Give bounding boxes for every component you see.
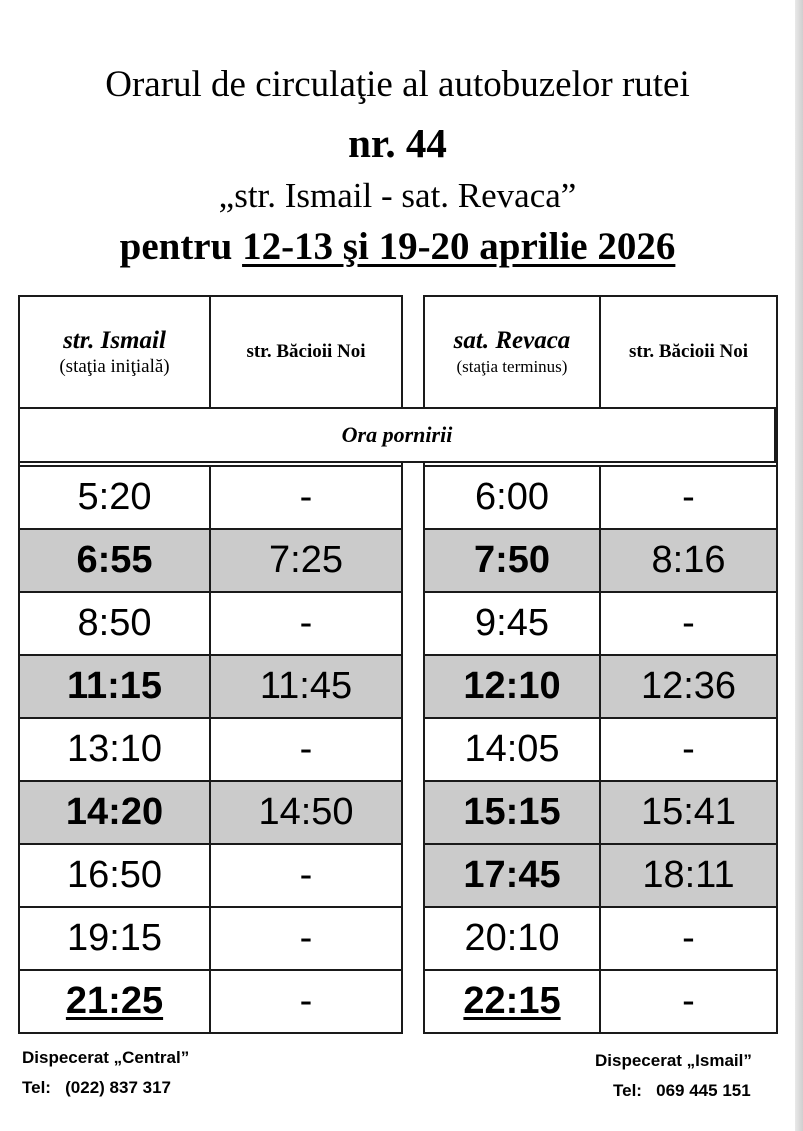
table-row xyxy=(19,907,402,970)
right-time-revaca: 15:15 xyxy=(424,781,600,844)
right-time-revaca: 20:10 xyxy=(424,907,600,970)
right-time-revaca: 14:05 xyxy=(424,718,600,781)
tel-label: Tel: xyxy=(22,1078,51,1097)
left-time-bacioii: - xyxy=(210,907,402,970)
page-edge-shadow xyxy=(795,0,803,1131)
route-number: nr. 44 xyxy=(348,120,447,166)
right-time-revaca: 17:45 xyxy=(424,844,600,907)
dispatcher-central-phone-line xyxy=(22,1073,189,1103)
period-line xyxy=(0,222,795,272)
right-header-row xyxy=(424,296,777,408)
left-col1-subtitle: (staţia iniţială) xyxy=(59,356,170,377)
right-time-bacioii: - xyxy=(600,907,777,970)
left-col2-header xyxy=(210,296,402,408)
table-row xyxy=(19,970,402,1033)
table-row xyxy=(424,844,777,907)
left-col1-title: str. Ismail xyxy=(63,327,166,354)
right-time-revaca: 12:10 xyxy=(424,655,600,718)
left-time-bacioii: 14:50 xyxy=(210,781,402,844)
table-row xyxy=(19,844,402,907)
tel-label: Tel: xyxy=(613,1081,642,1100)
last-departure-ismail: 21:25 xyxy=(65,980,164,1022)
left-header-row xyxy=(19,296,402,408)
right-time-bacioii: 12:36 xyxy=(600,655,777,718)
right-col1-header xyxy=(424,296,600,408)
right-col1-subtitle: (staţia terminus) xyxy=(456,357,568,376)
left-time-ismail: 5:20 xyxy=(19,466,210,529)
schedule-title: Orarul de circulaţie al autobuzelor rutei xyxy=(105,64,690,105)
table-row xyxy=(19,592,402,655)
dispatcher-ismail-phone-line xyxy=(595,1076,752,1106)
right-time-bacioii: - xyxy=(600,970,777,1033)
right-col2-title: str. Băcioii Noi xyxy=(628,341,749,362)
left-time-bacioii: 7:25 xyxy=(210,529,402,592)
dispatcher-ismail xyxy=(595,1046,752,1106)
table-row xyxy=(424,655,777,718)
period-prefix: pentru xyxy=(119,225,243,268)
table-row xyxy=(19,529,402,592)
left-time-ismail: 8:50 xyxy=(19,592,210,655)
left-time-bacioii: - xyxy=(210,970,402,1033)
left-time-bacioii: - xyxy=(210,592,402,655)
period-dates: 12-13 şi 19-20 aprilie 2026 xyxy=(242,225,676,268)
left-time-bacioii: - xyxy=(210,466,402,529)
table-row xyxy=(424,781,777,844)
right-time-bacioii: 15:41 xyxy=(600,781,777,844)
left-time-ismail: 6:55 xyxy=(19,529,210,592)
table-row xyxy=(424,907,777,970)
last-departure-revaca: 22:15 xyxy=(463,980,561,1022)
right-time-revaca: 7:50 xyxy=(424,529,600,592)
right-col2-header xyxy=(600,296,777,408)
table-row xyxy=(19,718,402,781)
left-time-ismail xyxy=(19,970,210,1033)
table-row xyxy=(424,718,777,781)
left-time-ismail: 13:10 xyxy=(19,718,210,781)
left-col2-title: str. Băcioii Noi xyxy=(246,341,366,362)
route-name: „str. Ismail - sat. Revaca” xyxy=(218,176,577,215)
table-row xyxy=(19,655,402,718)
table-row xyxy=(424,466,777,529)
left-time-ismail: 11:15 xyxy=(19,655,210,718)
right-time-bacioii: - xyxy=(600,466,777,529)
dispatcher-central-phone: (022) 837 317 xyxy=(65,1078,172,1097)
left-time-bacioii: - xyxy=(210,718,402,781)
left-time-bacioii: - xyxy=(210,844,402,907)
table-row xyxy=(19,781,402,844)
right-time-revaca: 6:00 xyxy=(424,466,600,529)
left-time-bacioii: 11:45 xyxy=(210,655,402,718)
right-schedule-table xyxy=(423,295,778,1034)
table-row xyxy=(424,592,777,655)
left-time-ismail: 19:15 xyxy=(19,907,210,970)
dispatcher-central-name: Dispecerat „Central” xyxy=(22,1048,190,1067)
table-row xyxy=(424,529,777,592)
right-col1-title: sat. Revaca xyxy=(453,327,571,354)
right-time-bacioii: 18:11 xyxy=(600,844,777,907)
departure-time-label: Ora pornirii xyxy=(18,407,776,463)
left-time-ismail: 16:50 xyxy=(19,844,210,907)
dispatcher-central xyxy=(22,1043,189,1103)
right-time-bacioii: 8:16 xyxy=(600,529,777,592)
left-time-ismail: 14:20 xyxy=(19,781,210,844)
left-schedule-table xyxy=(18,295,403,1034)
right-time-bacioii: - xyxy=(600,592,777,655)
table-row xyxy=(424,970,777,1033)
right-time-revaca: 9:45 xyxy=(424,592,600,655)
right-time-bacioii: - xyxy=(600,718,777,781)
left-col1-header xyxy=(19,296,210,408)
dispatcher-ismail-phone: 069 445 151 xyxy=(656,1081,751,1100)
dispatcher-ismail-name: Dispecerat „Ismail” xyxy=(595,1051,752,1070)
right-time-revaca xyxy=(424,970,600,1033)
table-row xyxy=(19,466,402,529)
